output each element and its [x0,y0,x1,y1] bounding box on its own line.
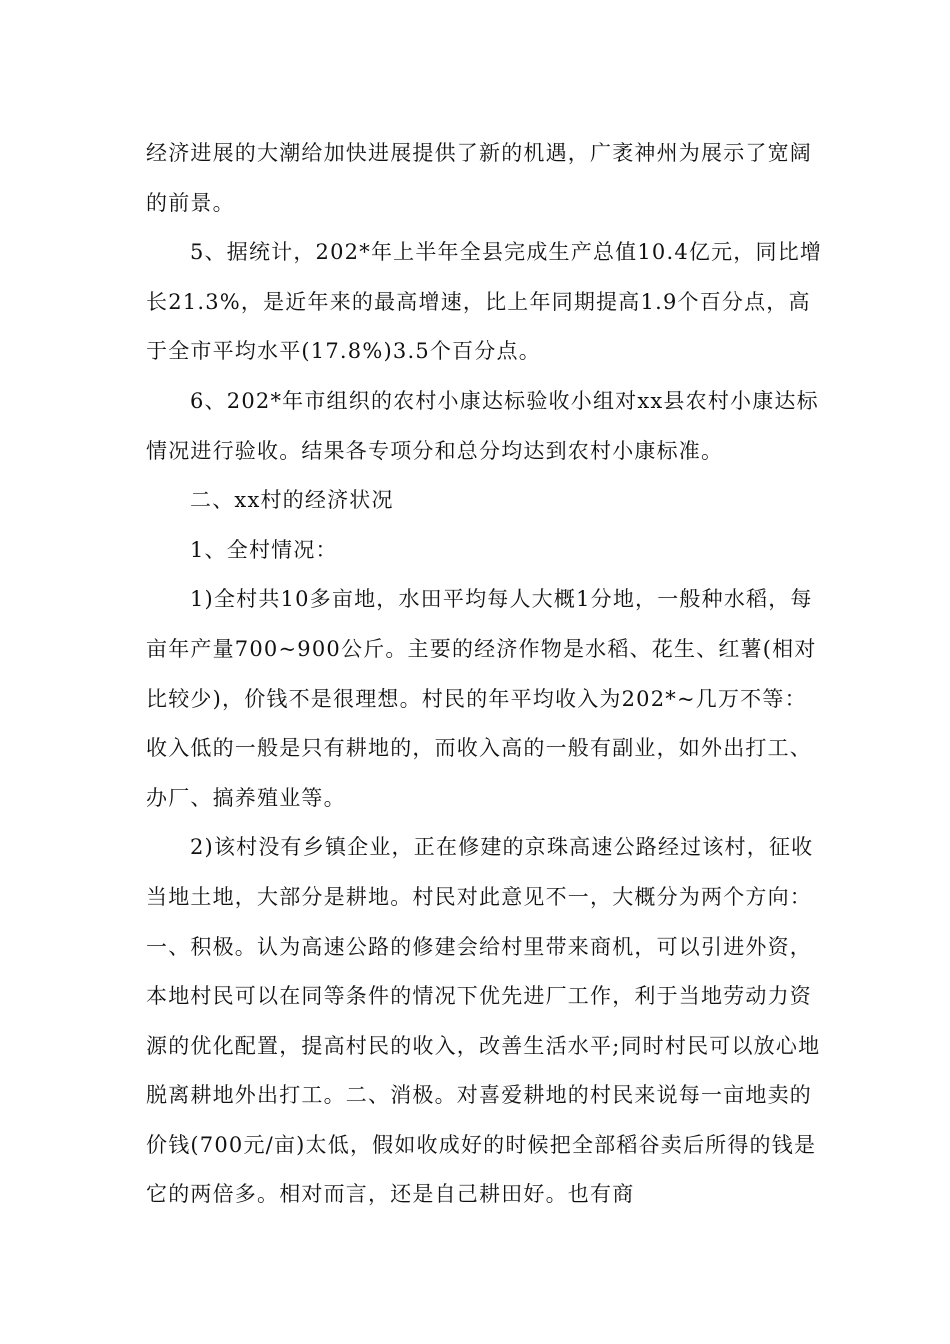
paragraph-continuation: 经济进展的大潮给加快进展提供了新的机遇，广袤神州为展示了宽阔的前景。 [146,141,812,215]
subsection-heading: 1、全村情况： [190,537,338,562]
paragraph-highway: 2)该村没有乡镇企业，正在修建的京珠高速公路经过该村，征收当地土地，大部分是耕地。村民对此意见不一，大概分为两个方向：一、积极。认为高速公路的修建会给村里带来商机，可以引进外资，本地村民可以在同等条件的情况下优先进厂工作，利于当地劳动力资源的优化配置，提高村民的收入，改善生活水平;同时村民可以放心地脱离耕地外出打工。二、消极。对喜爱耕地的村民来说每一亩地卖的价钱(700元/亩)太低，假如收成好的时候把全部稻谷卖后所得的钱是它的两倍多。相对而言，还是自己耕田好。也有商 [146,835,821,1207]
section-heading: 二、xx村的经济状况 [190,488,394,513]
document-body [146,129,826,1220]
paragraph-statistics: 5、据统计，202*年上半年全县完成生产总值10.4亿元，同比增长21.3%，是近年来的最高增速，比上年同期提高1.9个百分点，高于全市平均水平(17.8%)3.5个百分点。 [146,240,823,364]
paragraph-village-overview: 1)全村共10多亩地，水田平均每人大概1分地，一般种水稻，每亩年产量700~900公斤。主要的经济作物是水稻、花生、红薯(相对比较少)，价钱不是很理想。村民的年平均收入为202*~几万不等：收入低的一般是只有耕地的，而收入高的一般有副业，如外出打工、办厂、搞养殖业等。 [146,587,817,810]
paragraph-inspection: 6、202*年市组织的农村小康达标验收小组对xx县农村小康达标情况进行验收。结果各专项分和总分均达到农村小康标准。 [146,388,819,463]
